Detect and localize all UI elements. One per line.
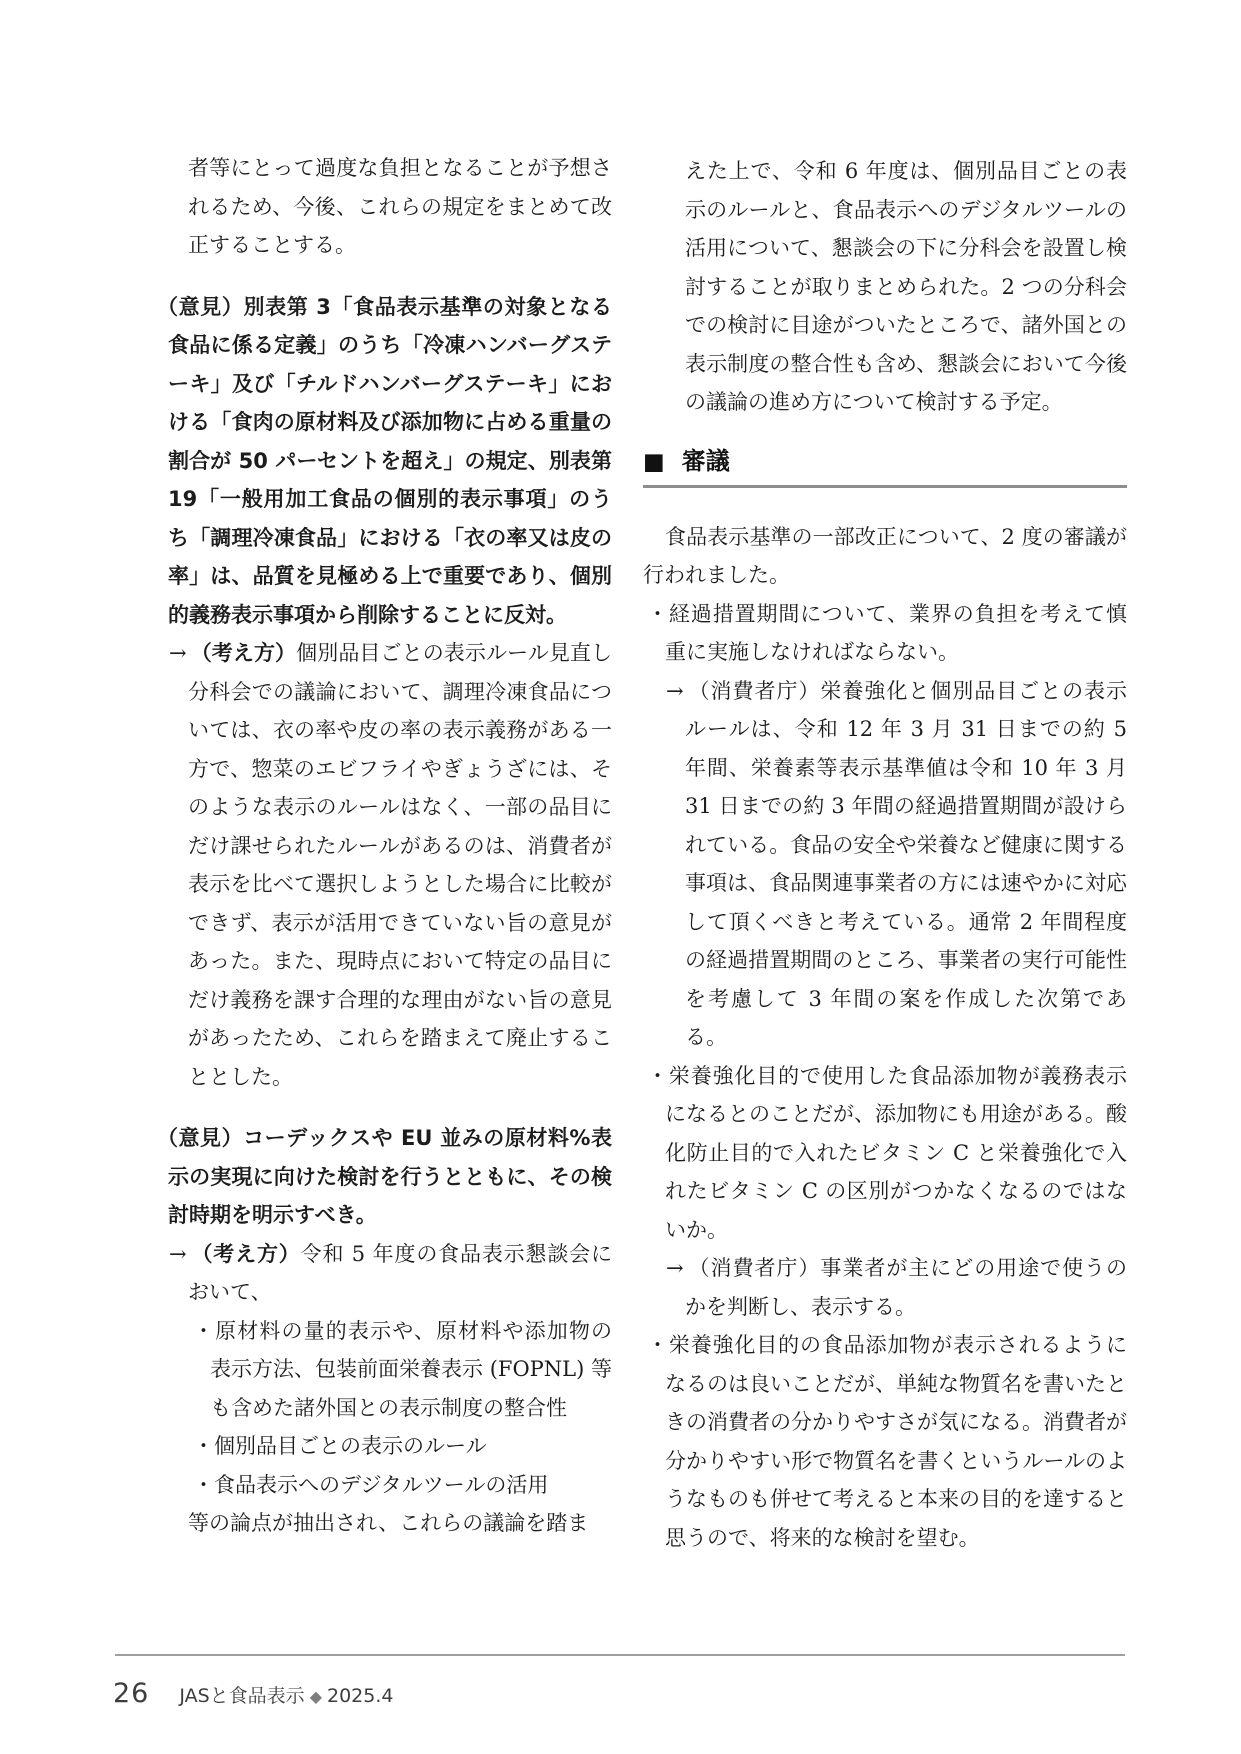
response-text: 事業者が主にどの用途で使うのかを判断し、表示する。 <box>685 1256 1128 1319</box>
paragraph-response-1 <box>146 634 612 1096</box>
bullet-item: ・経過措置期間について、業界の負担を考えて慎重に実施しなければならない。 <box>647 601 1127 664</box>
bullet-item: ・栄養強化目的で使用した食品添加物が義務表示になるとのことだが、添加物にも用途がある。酸化防止目的で入れたビタミン C と栄養強化で入れたビタミン C の区別がつかなくなるのではないか。 <box>647 1063 1127 1242</box>
paragraph-opinion-1: （意見）別表第 3「食品表示基準の対象となる食品に係る定義」のうち「冷凍ハンバーグステーキ」及び「チルドハンバーグステーキ」における「食肉の原材料及び添加物に占める重量の割合が 50 パーセントを超え」の規定、別表第 19「一般用加工食品の個別的表示事項」のうち「調理冷凍食品」における「衣の率又は皮の率」は、品質を見極める上で重要であり、個別的義務表示事項から削除することに反対。 <box>157 294 612 627</box>
response-text: 個別品目ごとの表示ルール見直し分科会での議論において、調理冷凍食品については、衣の率や皮の率の表示義務がある一方で、惣菜のエビフライやぎょうざには、そのような表示のルールはなく、一部の品目にだけ課せられたルールがあるのは、消費者が表示を比べて選択しようとした場合に比較ができず、表示が活用できていない旨の意見があった。また、現時点において特定の品目にだけ義務を課す合理的な理由がない旨の意見があったため、これらを踏まえて廃止することとした。 <box>188 641 612 1089</box>
paragraph-opinion-2: （意見）コーデックスや EU 並みの原材料%表示の実現に向けた検討を行うとともに、その検討時期を明示すべき。 <box>157 1126 612 1227</box>
left-column <box>146 149 612 1543</box>
paragraph-continuation-top: 者等にとって過度な負担となることが予想されるため、今後、これらの規定をまとめて改正することする。 <box>188 156 612 257</box>
section-heading-shingi <box>643 447 1127 488</box>
arrow-icon: → <box>666 678 684 703</box>
sub-bullet-item: ・食品表示へのデジタルツールの活用 <box>193 1472 549 1497</box>
page-number: 26 <box>113 1678 150 1709</box>
footer-divider <box>115 1654 1125 1656</box>
response-label-shohishacho: （消費者庁） <box>687 1256 821 1280</box>
section-title: 審議 <box>681 446 730 475</box>
paragraph-agency-response-2 <box>643 1249 1127 1326</box>
response-text: 栄養強化と個別品目ごとの表示ルールは、令和 12 年 3 月 31 日までの約 5 年間、栄養素等表示基準値は令和 10 年 3 月 31 日までの約 3 年間の経過措置期間が設けられている。食品の安全や栄養など健康に関する事項は、食品関連事業者の方には速やかに対応して頂くべきと考えている。通常 2 年間程度の経過措置期間のところ、事業者の実行可能性を考慮して 3 年間の案を作成した次第である。 <box>685 678 1128 1049</box>
bullet-item: ・栄養強化目的の食品添加物が表示されるようになるのは良いことだが、単純な物質名を書いたときの消費者の分かりやすさが気になる。消費者が分かりやすい形で物質名を書くというルールのようなものも併せて考えると本来の目的を達すると思うので、将来的な検討を望む。 <box>647 1333 1127 1550</box>
response-label-shohishacho: （消費者庁） <box>687 678 821 703</box>
response-label-kangaekata: （考え方） <box>190 641 297 665</box>
paragraph-continuation: えた上で、令和 6 年度は、個別品目ごとの表示のルールと、食品表示へのデジタルツールの活用について、懇談会の下に分科会を設置し検討することが取りまとめられた。2 つの分科会での検討に目途がついたところで、諸外国との表示制度の整合性も含め、懇談会において今後の議論の進め方について検討する予定。 <box>685 159 1127 414</box>
arrow-icon: → <box>169 641 187 665</box>
paragraph-intro: 食品表示基準の一部改正について、2 度の審議が行われました。 <box>643 524 1127 587</box>
black-square-icon: ■ <box>643 448 665 475</box>
paragraph-continuation-bottom: 等の論点が抽出され、これらの議論を踏ま <box>188 1511 589 1535</box>
response-label-kangaekata: （考え方） <box>190 1241 301 1266</box>
response-text: 令和 5 年度の食品表示懇談会において、 <box>188 1241 613 1304</box>
issue-date: 2025.4 <box>327 1685 394 1707</box>
sub-bullet-item: ・個別品目ごとの表示のルール <box>193 1434 487 1458</box>
arrow-icon: → <box>169 1241 187 1266</box>
paragraph-agency-response-1 <box>643 672 1127 1057</box>
footer <box>113 1678 393 1709</box>
right-column <box>643 152 1127 1557</box>
sub-bullet-item: ・原材料の量的表示や、原材料や添加物の表示方法、包装前面栄養表示 (FOPNL) 等も含めた諸外国との表示制度の整合性 <box>193 1318 612 1420</box>
diamond-icon: ◆ <box>309 1687 322 1706</box>
journal-title: JASと食品表示 <box>179 1685 305 1707</box>
arrow-icon: → <box>666 1256 684 1280</box>
paragraph-response-2 <box>146 1235 612 1312</box>
